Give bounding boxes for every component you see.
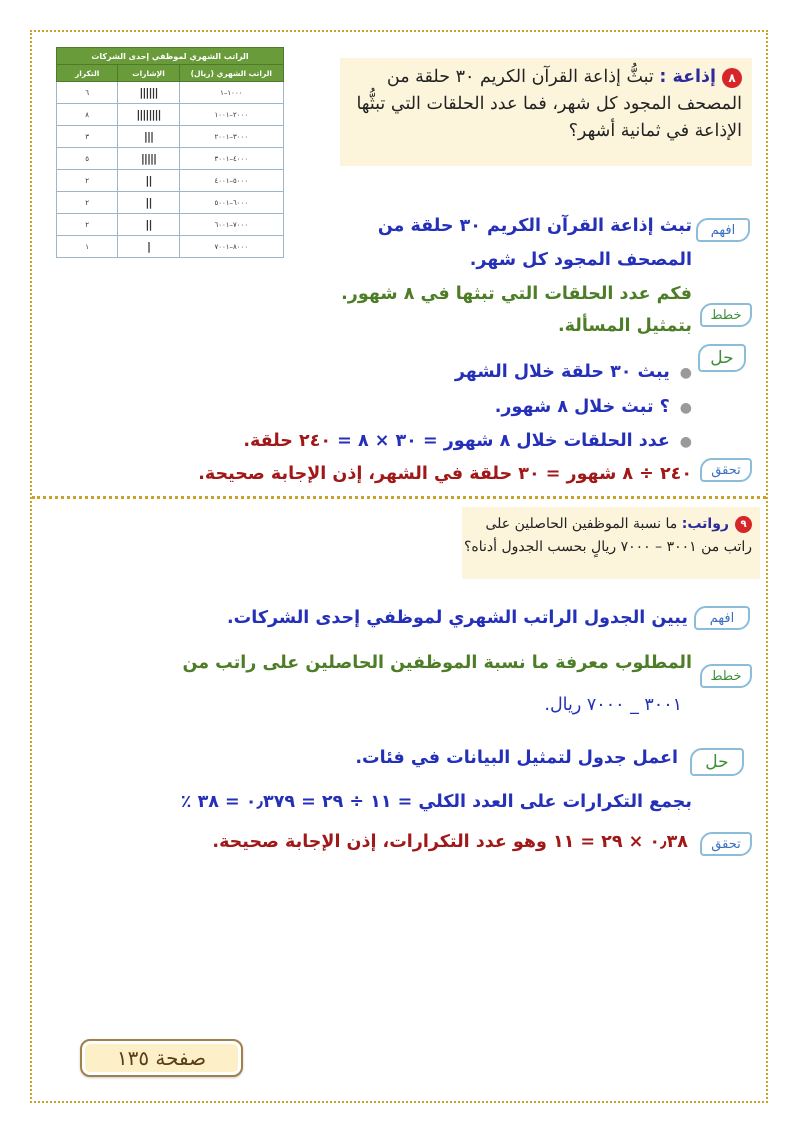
plan-line-1: المطلوب معرفة ما نسبة الموظفين الحاصلين على راتب من: [182, 653, 692, 673]
tag-plan: خطط: [700, 303, 752, 327]
problem-number-badge: ٩: [735, 516, 752, 533]
table-row: [57, 104, 284, 126]
problem-9-box: [462, 507, 760, 579]
tag-check: تحقق: [700, 458, 752, 482]
problem-keyword: إذاعة :: [659, 67, 716, 87]
check-line: ٠٫٣٨ × ٢٩ = ١١ وهو عدد التكرارات، إذن الإجابة صحيحة.: [212, 832, 688, 852]
frequency: ٢: [57, 192, 118, 214]
tally-marks: ||||||: [118, 82, 179, 104]
tally-marks: ||: [118, 192, 179, 214]
plan-line: بتمثيل المسألة.: [558, 316, 692, 336]
table-row: [57, 192, 284, 214]
table-row: [57, 148, 284, 170]
tag-plan: خطط: [700, 664, 752, 688]
salary-range: ٦٠٠٠–٥٠٠١: [179, 192, 283, 214]
salary-range: ٨٠٠٠–٧٠٠١: [179, 236, 283, 258]
table-caption: الراتب الشهري لموظفي إحدى الشركات: [57, 48, 284, 65]
problem-keyword: رواتب:: [681, 516, 729, 532]
tally-marks: |||||: [118, 148, 179, 170]
salary-range: ٢٠٠٠–١٠٠١: [179, 104, 283, 126]
tally-marks: ||: [118, 214, 179, 236]
tag-understand: افهم: [696, 218, 750, 242]
page-number-badge: صفحة ١٣٥: [80, 1039, 243, 1077]
section-divider: [32, 496, 766, 499]
question-line: فكم عدد الحلقات التي تبثها في ٨ شهور.: [341, 284, 692, 304]
solve-bullet-2: ●؟ تبث خلال ٨ شهور.: [494, 397, 692, 417]
check-line: ٢٤٠ ÷ ٨ شهور = ٣٠ حلقة في الشهر، إذن الإجابة صحيحة.: [198, 464, 692, 484]
table-row: [57, 82, 284, 104]
frequency: ١: [57, 236, 118, 258]
tally-marks: ||: [118, 170, 179, 192]
table-row: [57, 126, 284, 148]
problem-number-badge: ٨: [722, 68, 742, 88]
tally-marks: |||: [118, 126, 179, 148]
problem-text: تبثُّ إذاعة القرآن الكريم ٣٠ حلقة من المصحف المجود كل شهر، فما عدد الحلقات التي تبثُّها الإذاعة في ثمانية أشهر؟: [356, 67, 742, 141]
salary-range: ٧٠٠٠–٦٠٠١: [179, 214, 283, 236]
solve-line: اعمل جدول لتمثيل البيانات في فئات.: [355, 748, 678, 768]
solve-bullet-1: ●يبث ٣٠ حلقة خلال الشهر: [454, 362, 692, 382]
frequency: ٦: [57, 82, 118, 104]
problem-8-box: [340, 58, 752, 166]
understand-line: يبين الجدول الراتب الشهري لموظفي إحدى الشركات.: [227, 608, 688, 628]
table-header-tally: الإشارات: [118, 65, 179, 82]
frequency: ٢: [57, 170, 118, 192]
salary-range: ٤٠٠٠–٣٠٠١: [179, 148, 283, 170]
table-header-salary: الراتب الشهري (ريال): [179, 65, 283, 82]
compute-line: بجمع التكرارات على العدد الكلي = ١١ ÷ ٢٩ = ٠٫٣٧٩ = ٣٨ ٪: [180, 792, 692, 812]
frequency: ٥: [57, 148, 118, 170]
solve-bullet-3: ●عدد الحلقات خلال ٨ شهور = ٣٠ × ٨ = ٢٤٠ حلقة.: [243, 431, 692, 451]
understand-line-1: تبث إذاعة القرآن الكريم ٣٠ حلقة من: [377, 216, 692, 236]
frequency: ٨: [57, 104, 118, 126]
understand-line-2: المصحف المجود كل شهر.: [469, 250, 692, 270]
frequency: ٢: [57, 214, 118, 236]
tag-solve: حل: [698, 344, 746, 372]
table-row: [57, 214, 284, 236]
plan-line-2: ٣٠٠١ _ ٧٠٠٠ ريال.: [544, 695, 682, 715]
frequency-table: [56, 47, 284, 258]
frequency: ٣: [57, 126, 118, 148]
tag-understand: افهم: [694, 606, 750, 630]
table-row: [57, 236, 284, 258]
tag-solve: حل: [690, 748, 744, 776]
tally-marks: ||||||||: [118, 104, 179, 126]
tally-marks: |: [118, 236, 179, 258]
salary-range: ٥٠٠٠–٤٠٠١: [179, 170, 283, 192]
table-header-frequency: التكرار: [57, 65, 118, 82]
salary-range: ٣٠٠٠–٢٠٠١: [179, 126, 283, 148]
problem-text: ما نسبة الموظفين الحاصلين على راتب من ٣٠٠١ – ٧٠٠٠ ريالٍ بحسب الجدول أدناه؟: [463, 516, 752, 555]
tag-check: تحقق: [700, 832, 752, 856]
salary-range: ١٠٠٠–١: [179, 82, 283, 104]
table-row: [57, 170, 284, 192]
